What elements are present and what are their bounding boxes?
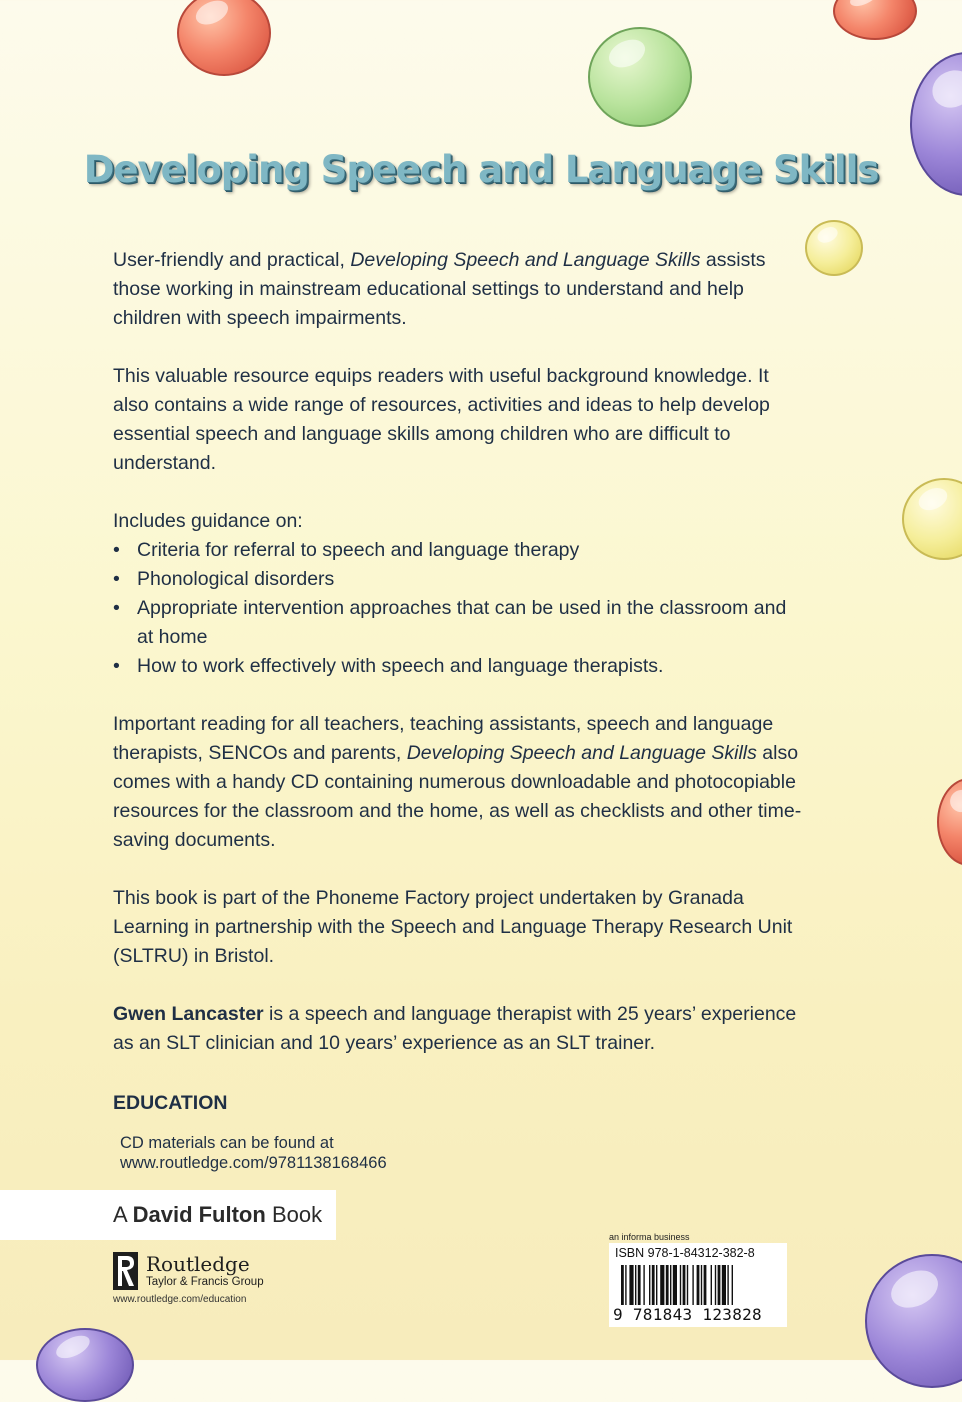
purple-bubble-bottom-right [865, 1254, 962, 1388]
red-bubble-right [937, 778, 962, 866]
book-title: Developing Speech and Language Skills [83, 148, 879, 191]
list-item: • How to work effectively with speech and language therapists. [113, 652, 803, 681]
red-bubble-top-right [833, 0, 917, 40]
list-item: • Appropriate intervention approaches that can be used in the classroom and at home [113, 594, 803, 652]
barcode-bar [621, 1265, 624, 1309]
barcode-bar [701, 1265, 702, 1309]
routledge-logo-icon [113, 1252, 138, 1290]
list-item: • Criteria for referral to speech and language therapy [113, 536, 803, 565]
guidance-intro: Includes guidance on: [113, 510, 303, 532]
barcode-bar [625, 1265, 626, 1309]
barcode-bar [670, 1265, 671, 1309]
publisher-url[interactable]: www.routledge.com/education [113, 1294, 247, 1305]
publisher-group: Taylor & Francis Group [146, 1276, 264, 1288]
barcode-bar [652, 1265, 655, 1309]
barcode-bar [732, 1265, 733, 1309]
barcode-bar [643, 1265, 644, 1309]
barcode-bar [656, 1265, 657, 1309]
guidance-list [113, 536, 803, 681]
imprint-label: A David Fulton Book [113, 1202, 323, 1227]
small-yellow-bubble [805, 220, 863, 276]
barcode-bar [629, 1265, 633, 1309]
list-item: • Phonological disorders [113, 565, 803, 594]
author-paragraph: Gwen Lancaster is a speech and language therapist with 25 years’ experience as an SLT clinician and 10 years’ experience as an SLT trainer. [113, 1003, 797, 1054]
barcode-bar [704, 1265, 707, 1309]
barcode-bar [666, 1265, 669, 1309]
barcode-bar [687, 1265, 688, 1309]
audience-paragraph: Important reading for all teachers, teaching assistants, speech and language therapists, SENCOs and parents, Developing Speech and Language Skills also comes with a handy CD containing numerous downloadable and photocopiable resources for the classroom and the home, as well as checklists and other time-saving documents. [113, 713, 802, 851]
barcode-bar [673, 1265, 677, 1309]
informa-label: an informa business [609, 1232, 690, 1242]
barcode-bar [718, 1265, 721, 1309]
purple-bubble-bottom-left [36, 1328, 134, 1402]
barcode-bar [727, 1265, 728, 1309]
project-paragraph: This book is part of the Phoneme Factory project undertaken by Granada Learning in partnership with the Speech and Language Therapy Research Unit (SLTRU) in Bristol. [113, 887, 793, 967]
barcode-bar [660, 1265, 664, 1309]
barcode [609, 1243, 787, 1327]
green-bubble [588, 27, 692, 127]
barcode-bar [638, 1265, 641, 1309]
barcode-number: 9 781843 123828 [613, 1305, 762, 1324]
cd-info [120, 1133, 387, 1173]
author-name: Gwen Lancaster [113, 1003, 264, 1025]
isbn-label: ISBN 978-1-84312-382-8 [615, 1246, 755, 1260]
resource-paragraph: This valuable resource equips readers with useful background knowledge. It also contains a wide range of resources, activities and ideas to help develop essential speech and language skills among children who are difficult to understand. [113, 365, 770, 474]
yellow-bubble-right [902, 478, 962, 560]
barcode-bar [680, 1265, 681, 1309]
barcode-bars [621, 1265, 777, 1309]
cd-info-text: CD materials can be found at [120, 1134, 334, 1152]
red-bubble-top [177, 0, 271, 76]
back-cover-text [113, 246, 803, 1087]
category-label: EDUCATION [113, 1092, 228, 1114]
barcode-bar [635, 1265, 636, 1309]
barcode-bar [692, 1265, 693, 1309]
barcode-bar [649, 1265, 650, 1309]
barcode-bar [711, 1265, 712, 1309]
publisher-name: Routledge [146, 1252, 250, 1276]
cd-url[interactable]: www.routledge.com/9781138168466 [120, 1154, 387, 1172]
barcode-bar [715, 1265, 716, 1309]
barcode-bar [683, 1265, 686, 1309]
barcode-bar [722, 1265, 726, 1309]
barcode-bar [697, 1265, 700, 1309]
intro-paragraph: User-friendly and practical, Developing Speech and Language Skills assists those working in mainstream educational settings to understand and help children with speech impairments. [113, 249, 766, 329]
